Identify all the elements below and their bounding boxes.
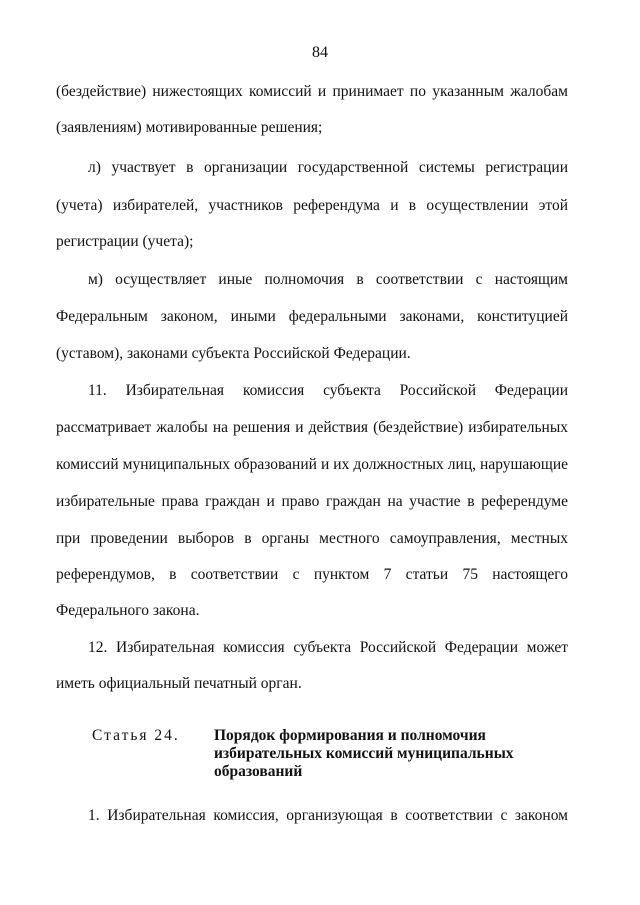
text-line: 11. Избирательная комиссия субъекта Российской Федерации — [88, 382, 568, 399]
text-line: иметь официальный печатный орган. — [56, 675, 302, 692]
text-line: комиссий муниципальных образований и их должностных лиц, нарушающие — [56, 456, 568, 473]
text-line: Федеральным законом, иными федеральными законами, конституцией — [56, 308, 568, 325]
article-title-line: образований — [214, 763, 303, 780]
text-line: 12. Избирательная комиссия субъекта Российской Федерации может — [88, 639, 568, 656]
text-line: м) осуществляет иные полномочия в соответствии с настоящим — [88, 271, 568, 288]
article-label: Статья 24. — [92, 727, 180, 744]
article-title-line: избирательных комиссий муниципальных — [214, 745, 514, 762]
text-line: избирательные права граждан и право граждан на участие в референдуме — [56, 493, 568, 510]
text-line: (уставом), законами субъекта Российской Федерации. — [56, 345, 411, 362]
page-number: 84 — [312, 44, 328, 61]
text-line: (учета) избирателей, участников референдума и в осуществлении этой — [56, 197, 568, 214]
article-title-line: Порядок формирования и полномочия — [214, 727, 486, 744]
text-line: референдумов, в соответствии с пунктом 7 статьи 75 настоящего — [56, 566, 568, 583]
text-line: л) участвует в организации государственной системы регистрации — [88, 159, 568, 176]
text-line: при проведении выборов в органы местного самоуправления, местных — [56, 530, 568, 547]
text-line: регистрации (учета); — [56, 233, 194, 250]
text-line: 1. Избирательная комиссия, организующая в соответствии с законом — [88, 807, 568, 824]
text-line: (бездействие) нижестоящих комиссий и принимает по указанным жалобам — [56, 83, 568, 100]
text-line: Федерального закона. — [56, 602, 200, 619]
text-line: рассматривает жалобы на решения и действия (бездействие) избирательных — [56, 419, 568, 436]
article-title — [214, 727, 554, 781]
text-line: (заявлениям) мотивированные решения; — [56, 119, 323, 136]
